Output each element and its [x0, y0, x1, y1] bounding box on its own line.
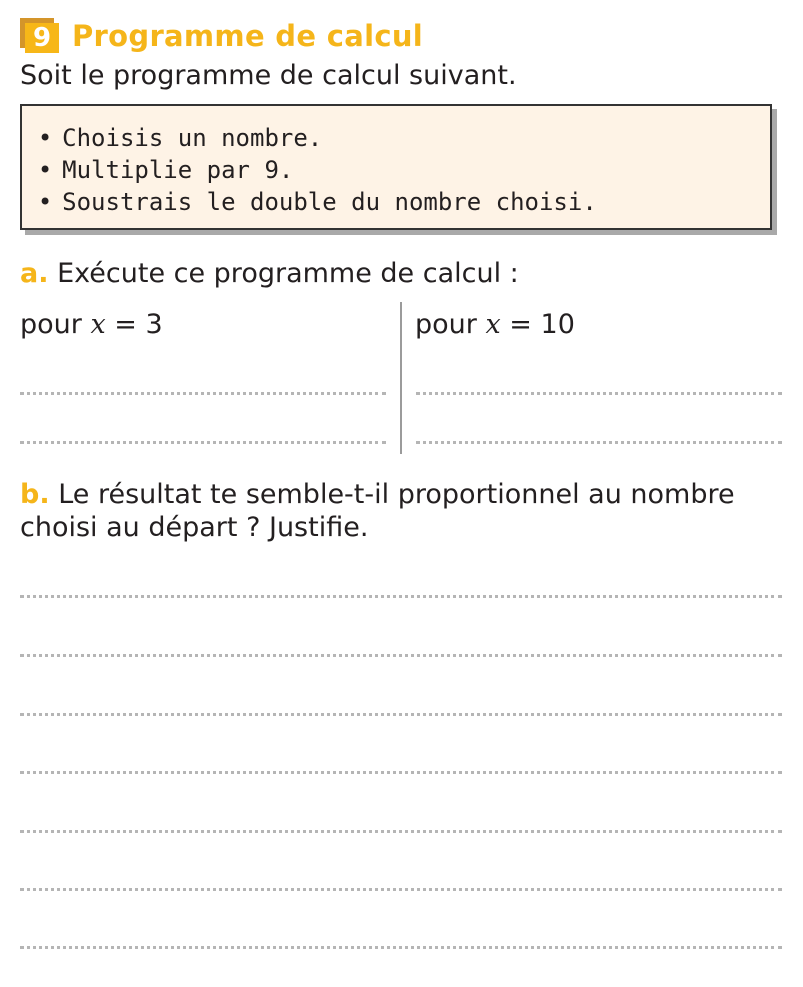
bullet-icon: •: [38, 156, 53, 184]
answer-column-left: [20, 305, 390, 345]
answer-line[interactable]: [20, 654, 782, 657]
exercise-header: [20, 16, 423, 56]
case-prefix: pour: [415, 309, 477, 340]
column-divider: [400, 302, 402, 454]
exercise-number: 9: [25, 23, 59, 53]
answer-line[interactable]: [416, 392, 782, 395]
variable-x: x: [485, 309, 501, 340]
answer-line[interactable]: [20, 595, 782, 598]
program-step-text: Multiplie par 9.: [62, 156, 294, 184]
question-a-text: Exécute ce programme de calcul :: [57, 258, 519, 289]
answer-line[interactable]: [20, 830, 782, 833]
answer-line[interactable]: [20, 713, 782, 716]
exercise-title: Programme de calcul: [72, 19, 424, 53]
intro-text: Soit le programme de calcul suivant.: [20, 60, 517, 91]
answer-line[interactable]: [416, 441, 782, 444]
bullet-icon: •: [38, 124, 53, 152]
bullet-icon: •: [38, 188, 53, 216]
equals-sign: =: [509, 309, 532, 340]
program-step: [38, 154, 770, 186]
exercise-number-badge: [20, 18, 60, 54]
question-b-text: Le résultat te semble-t-il proportionnel au nombre choisi au départ ? Justifie.: [20, 479, 735, 543]
program-step: [38, 186, 770, 218]
case-label-right: [415, 305, 785, 345]
answer-column-right: [415, 305, 785, 345]
variable-x: x: [90, 309, 106, 340]
program-step-text: Choisis un nombre.: [62, 124, 323, 152]
answer-line[interactable]: [20, 392, 386, 395]
program-box: [20, 104, 772, 230]
answer-line[interactable]: [20, 946, 782, 949]
program-step-text: Soustrais le double du nombre choisi.: [62, 188, 597, 216]
question-b: [20, 478, 790, 544]
answer-line[interactable]: [20, 771, 782, 774]
program-step: [38, 122, 770, 154]
case-label-left: [20, 305, 390, 345]
case-value: 10: [540, 309, 575, 340]
equals-sign: =: [114, 309, 137, 340]
answer-line[interactable]: [20, 888, 782, 891]
case-value: 3: [145, 309, 163, 340]
answer-line[interactable]: [20, 441, 386, 444]
question-a: [20, 258, 519, 289]
question-a-label: a.: [20, 258, 49, 289]
case-prefix: pour: [20, 309, 82, 340]
question-b-label: b.: [20, 479, 50, 510]
